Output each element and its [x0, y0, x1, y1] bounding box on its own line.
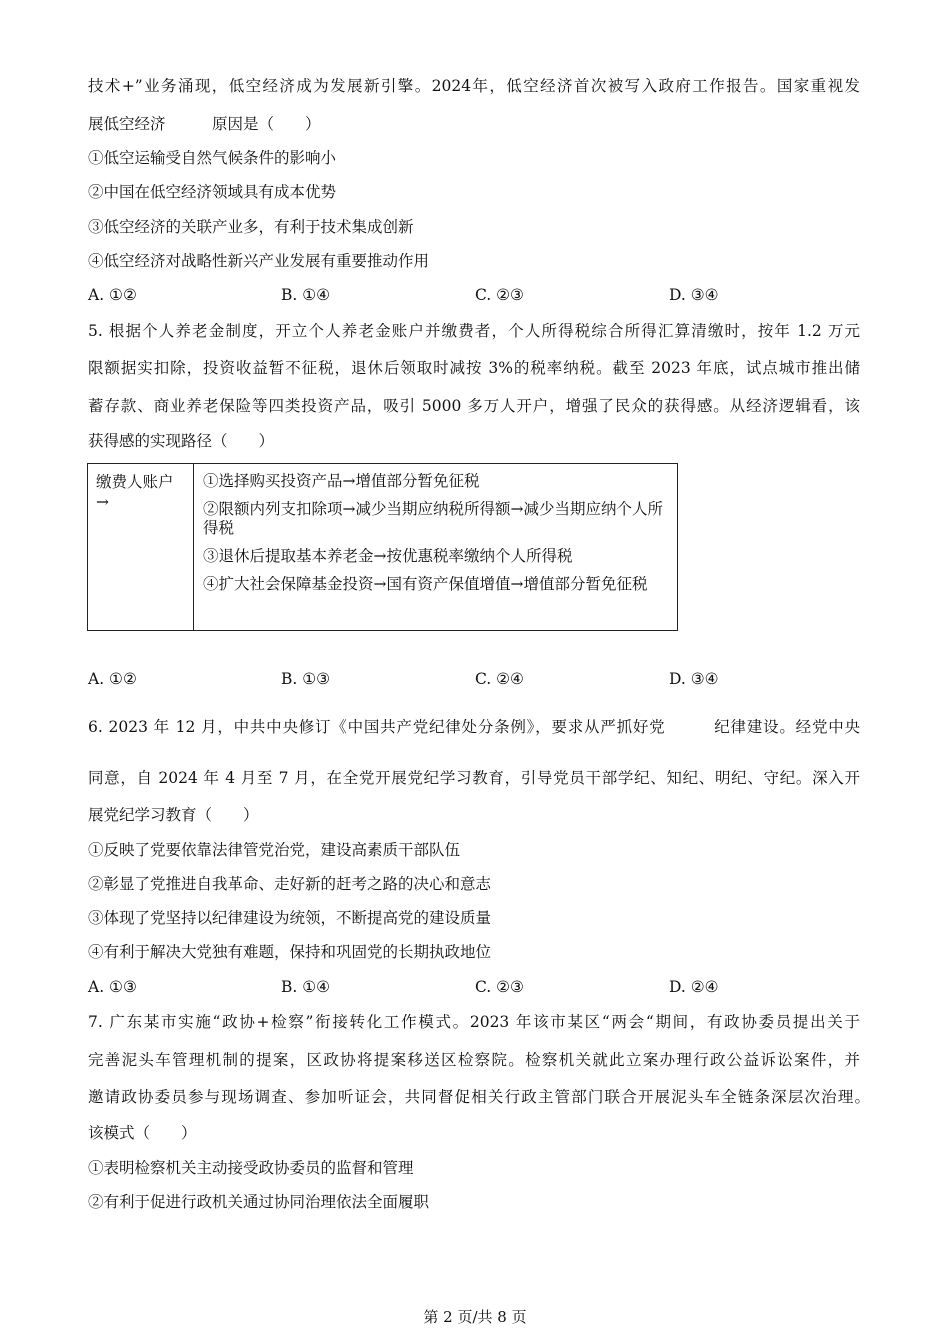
table-item: ①选择购买投资产品→增值部分暂免征税 — [203, 472, 480, 490]
option-b: B. ①③ — [281, 670, 331, 688]
option-b: B. ①④ — [281, 286, 331, 304]
q5-line: 获得感的实现路径（ ） — [88, 432, 275, 450]
q6-line: 6. 2023 年 12 月，中共中央修订《中国共产党纪律处分条例》，要求从严抓好党 纪律建设。经党中央 — [88, 718, 860, 736]
table-divider — [193, 464, 194, 630]
table-item: ②限额内列支扣除项→减少当期应纳税所得额→减少当期应纳个人所得税 — [203, 500, 663, 537]
q4-item: ①低空运输受自然气候条件的影响小 — [88, 149, 337, 167]
q6-line: 同意，自 2024 年 4 月至 7 月，在全党开展党纪学习教育，引导党员干部学纪、知纪、明纪、守纪。深入开 — [88, 769, 860, 787]
option-c: C. ②③ — [475, 978, 524, 996]
q4-line: 技术+”业务涌现，低空经济成为发展新引擎。2024年，低空经济首次被写入政府工作报告。国家重视发 — [88, 77, 860, 95]
q6-line: 展党纪学习教育（ ） — [88, 806, 259, 824]
page-footer: 第 2 页/共 8 页 — [423, 1308, 527, 1326]
q5-options — [88, 669, 788, 689]
option-c: C. ②④ — [475, 670, 524, 688]
table-item: ④扩大社会保障基金投资→国有资产保值增值→增值部分暂免征税 — [203, 575, 648, 593]
option-a: A. ①③ — [88, 978, 137, 996]
q7-line: 该模式（ ） — [88, 1124, 197, 1142]
q7-item: ①表明检察机关主动接受政协委员的监督和管理 — [88, 1159, 414, 1177]
q5-line: 5. 根据个人养老金制度，开立个人养老金账户并缴费者，个人所得税综合所得汇算清缴时，按年 1.2 万元 — [88, 322, 860, 340]
q6-item: ④有利于解决大党独有难题，保持和巩固党的长期执政地位 — [88, 943, 492, 961]
q6-options — [88, 977, 788, 997]
option-a: A. ①② — [88, 670, 137, 688]
q5-line: 限额据实扣除，投资收益暂不征税，退休后领取时减按 3%的税率纳税。截至 2023 年底，试点城市推出储 — [88, 359, 860, 377]
option-d: D. ③④ — [669, 286, 719, 304]
option-d: D. ③④ — [669, 670, 719, 688]
q4-item: ④低空经济对战略性新兴产业发展有重要推动作用 — [88, 252, 430, 270]
table-label: 缴费人账户 → — [96, 473, 174, 511]
option-a: A. ①② — [88, 286, 137, 304]
q7-line: 完善泥头车管理机制的提案，区政协将提案移送区检察院。检察机关就此立案办理行政公益诉讼案件，并 — [88, 1051, 860, 1069]
q5-line: 蓄存款、商业养老保险等四类投资产品，吸引 5000 多万人开户，增强了民众的获得感。从经济逻辑看，该 — [88, 397, 860, 415]
q4-item: ③低空经济的关联产业多，有利于技术集成创新 — [88, 218, 414, 236]
q4-item: ②中国在低空经济领域具有成本优势 — [88, 183, 337, 201]
q4-options — [88, 285, 788, 305]
q7-line: 邀请政协委员参与现场调查、参加听证会，共同督促相关行政主管部门联合开展泥头车全链条深层次治理。 — [88, 1088, 870, 1106]
q5-table — [87, 463, 678, 631]
option-c: C. ②③ — [475, 286, 524, 304]
q7-line: 7. 广东某市实施“政协+检察”衔接转化工作模式。2023 年该市某区“两会“期间，有政协委员提出关于 — [88, 1013, 860, 1031]
q6-item: ①反映了党要依靠法律管党治党，建设高素质干部队伍 — [88, 841, 461, 859]
option-b: B. ①④ — [281, 978, 331, 996]
q6-item: ②彰显了党推进自我革命、走好新的赶考之路的决心和意志 — [88, 875, 492, 893]
q6-item: ③体现了党坚持以纪律建设为统领，不断提高党的建设质量 — [88, 909, 492, 927]
option-d: D. ②④ — [669, 978, 719, 996]
table-cell — [203, 472, 663, 603]
table-item: ③退休后提取基本养老金→按优惠税率缴纳个人所得税 — [203, 547, 573, 565]
q7-item: ②有利于促进行政机关通过协同治理依法全面履职 — [88, 1193, 430, 1211]
q4-line: 展低空经济 原因是（ ） — [88, 115, 321, 133]
